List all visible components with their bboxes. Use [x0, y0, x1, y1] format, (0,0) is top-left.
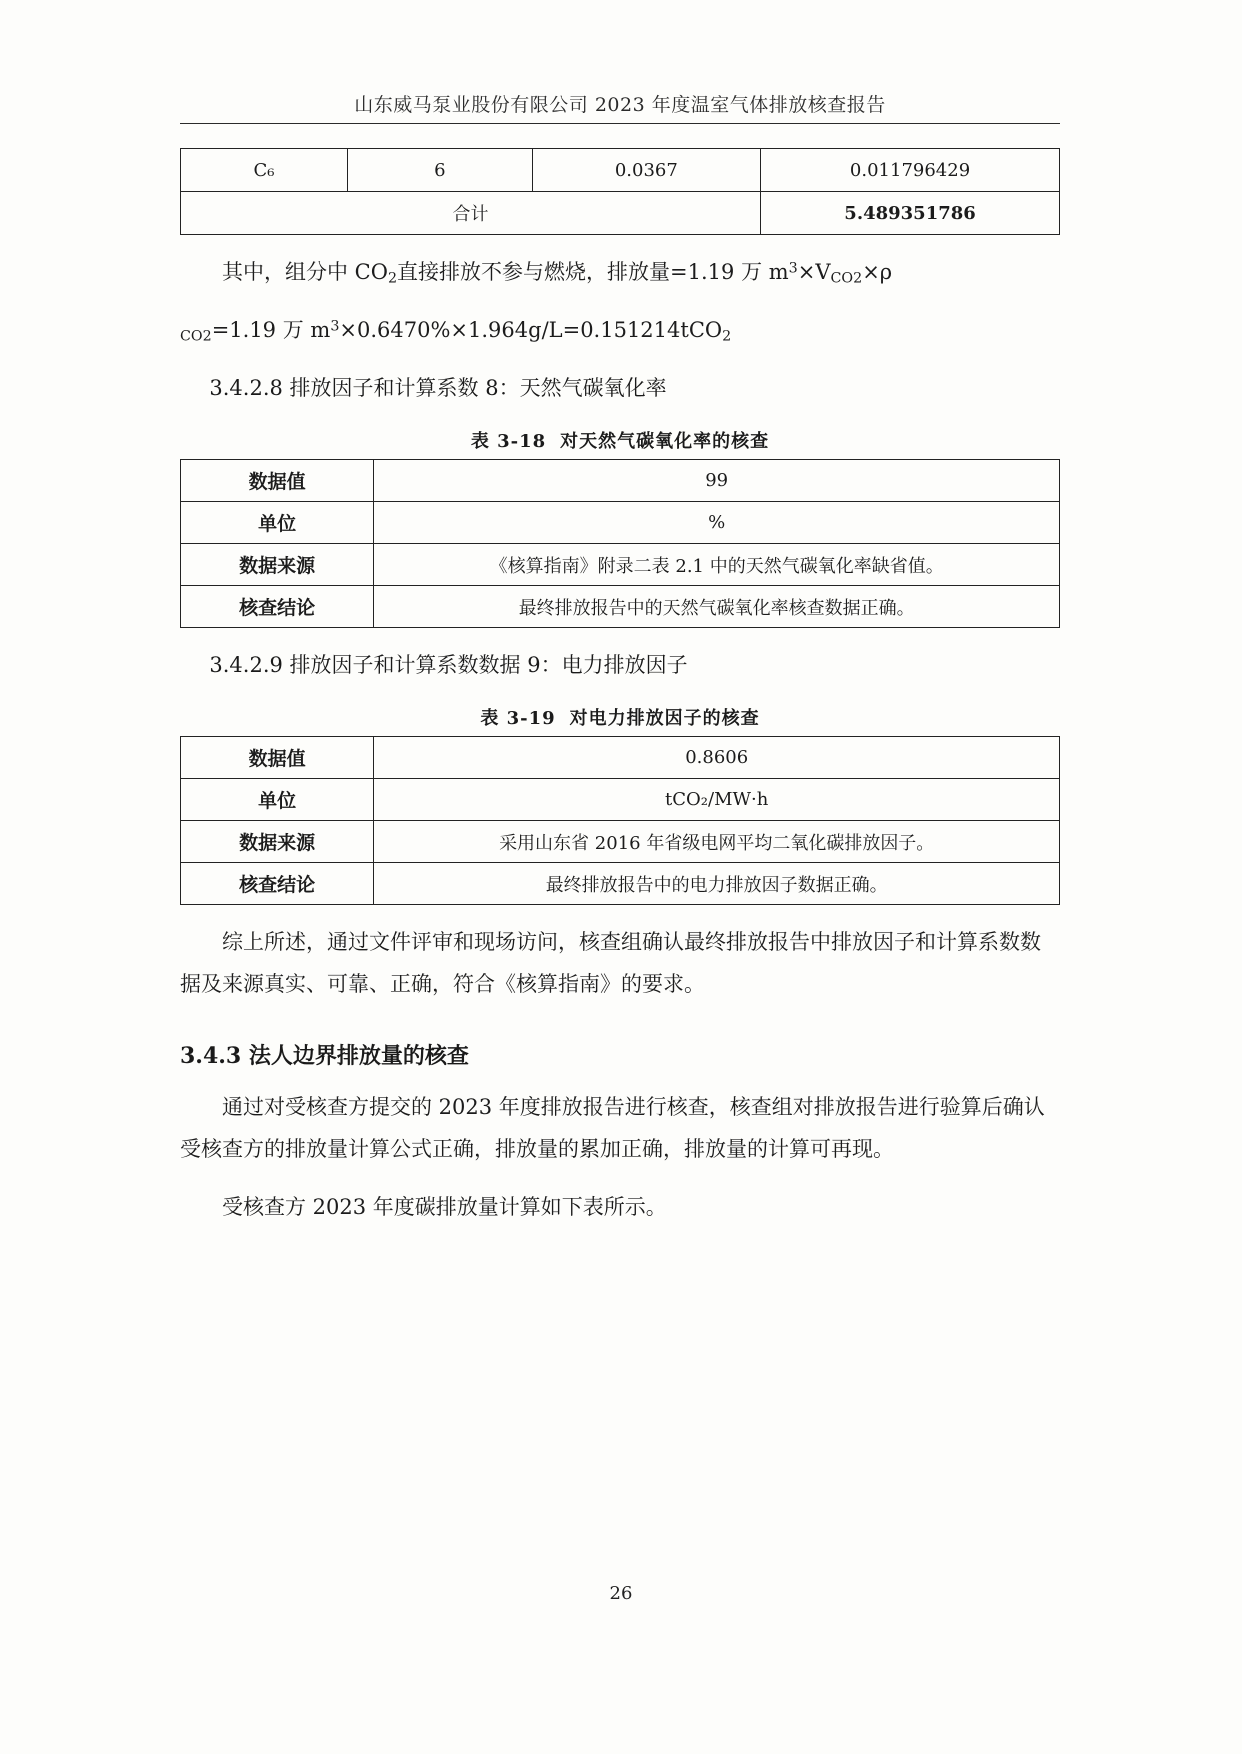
table-row — [181, 544, 1060, 586]
table-row — [181, 586, 1060, 628]
section-3-4-2-9-heading: 3.4.2.9 排放因子和计算系数数据 9：电力排放因子 — [209, 653, 688, 678]
para-text-b: 直接排放不参与燃烧，排放量=1.19 万 m — [397, 260, 789, 284]
paragraph-co2-direct — [180, 251, 1060, 293]
para-text-f: ×0.6470%×1.964g/L=0.151214tCO — [339, 318, 723, 343]
section-3-4-2-8-heading: 3.4.2.8 排放因子和计算系数 8：天然气碳氧化率 — [209, 376, 667, 401]
cell-emission: 0.011796429 — [761, 149, 1060, 192]
cell-carbon-number: 6 — [348, 149, 533, 192]
para-text-a: 其中，组分中 CO — [222, 260, 388, 284]
table-row — [181, 821, 1060, 863]
sup-3b: 3 — [330, 318, 340, 335]
row-label: 单位 — [181, 779, 374, 821]
running-header: 山东威马泵业股份有限公司 2023 年度温室气体排放核查报告 — [180, 90, 1060, 124]
paragraph-343-1: 通过对受核查方提交的 2023 年度排放报告进行核查，核查组对排放报告进行验算后确认受核查方的排放量计算公式正确，排放量的累加正确，排放量的计算可再现。 — [180, 1095, 1045, 1162]
para-text-e: =1.19 万 m — [211, 318, 331, 343]
table-row — [181, 737, 1060, 779]
para-text-c: ×V — [797, 260, 831, 284]
paragraph-343-2: 受核查方 2023 年度碳排放量计算如下表所示。 — [222, 1195, 667, 1220]
combustion-components-table — [180, 148, 1060, 235]
table-3-19-number: 表 3-19 — [480, 708, 556, 730]
row-label: 单位 — [181, 502, 374, 544]
para-text-d: ×ρ — [862, 260, 893, 284]
table-3-18 — [180, 459, 1060, 628]
row-label: 数据值 — [181, 460, 374, 502]
sub-co2-a: CO2 — [830, 270, 863, 287]
row-value: 0.8606 — [374, 737, 1060, 779]
row-value: 《核算指南》附录二表 2.1 中的天然气碳氧化率缺省值。 — [374, 544, 1060, 586]
sub-2: 2 — [387, 270, 398, 287]
row-value: 最终排放报告中的天然气碳氧化率核查数据正确。 — [374, 586, 1060, 628]
table-row-total — [181, 192, 1060, 235]
row-value: 99 — [374, 460, 1060, 502]
paragraph-co2-direct-cont — [180, 309, 1060, 351]
section-3-4-3-heading: 3.4.3 法人边界排放量的核查 — [180, 1043, 469, 1070]
page-number: 26 — [609, 1583, 633, 1604]
table-3-19-title: 对电力排放因子的核查 — [569, 708, 760, 730]
table-row — [181, 502, 1060, 544]
row-value: 采用山东省 2016 年省级电网平均二氧化碳排放因子。 — [374, 821, 1060, 863]
table-3-19 — [180, 736, 1060, 905]
sub-2b: 2 — [722, 328, 732, 345]
table-3-19-caption — [180, 704, 1060, 730]
paragraph-conclusion: 综上所述，通过文件评审和现场访问，核查组确认最终排放报告中排放因子和计算系数数据及来源真实、可靠、正确，符合《核算指南》的要求。 — [180, 930, 1041, 997]
row-label: 核查结论 — [181, 586, 374, 628]
cell-fraction: 0.0367 — [532, 149, 761, 192]
row-label: 数据来源 — [181, 544, 374, 586]
table-3-18-title: 对天然气碳氧化率的核查 — [560, 431, 770, 453]
row-value: % — [374, 502, 1060, 544]
cell-total-value: 5.489351786 — [761, 192, 1060, 235]
table-row — [181, 460, 1060, 502]
table-3-18-number: 表 3-18 — [470, 431, 547, 453]
row-value: 最终排放报告中的电力排放因子数据正确。 — [374, 863, 1060, 905]
page-content — [180, 90, 1060, 1228]
row-value: tCO₂/MW·h — [374, 779, 1060, 821]
row-label: 核查结论 — [181, 863, 374, 905]
row-label: 数据来源 — [181, 821, 374, 863]
table-3-18-caption — [180, 427, 1060, 453]
sub-co2-b: CO2 — [180, 328, 212, 345]
cell-component: C₆ — [181, 149, 348, 192]
sup-3: 3 — [788, 260, 798, 277]
row-label: 数据值 — [181, 737, 374, 779]
table-row — [181, 149, 1060, 192]
cell-total-label: 合计 — [181, 192, 761, 235]
table-row — [181, 863, 1060, 905]
table-row — [181, 779, 1060, 821]
